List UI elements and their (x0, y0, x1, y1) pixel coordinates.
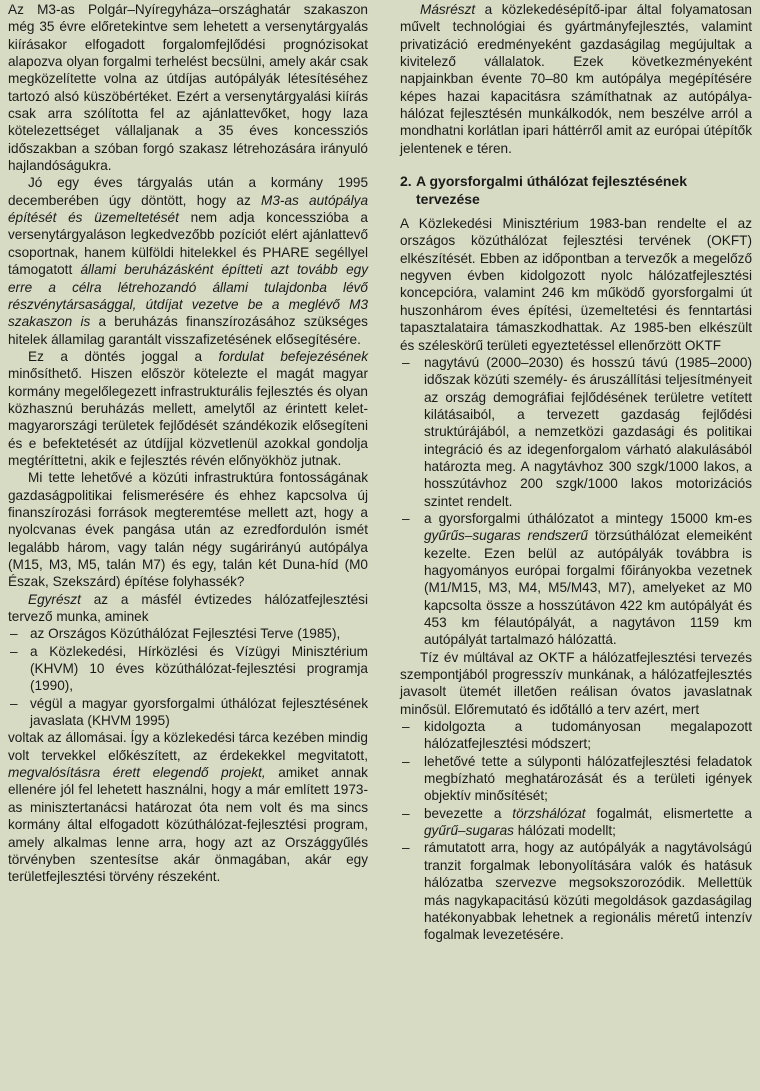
text-run: nem adja koncesszióba a versenytárgyaláson legkedvezőbb pozíciót elért ajánlattevő csoportnak, hanem külföldi hitelekkel és PHARE segéllyel támogatott (8, 210, 368, 278)
text-run: törzsúthálózat elemeiként kezelte. Ezen belül az autópályák továbbra is hagyományos európai forgalmi főirányokba vezetnek (M1/M15, M3, M4, M5/M43, M7), amelyeket az M0 kapcsolta össze a hosszútávon 422 km autópályát és 453 km félautópályát, a nagytávon 1159 km autópályát tartalmazó hálózattá. (424, 528, 753, 648)
text-run: a gyorsforgalmi úthálózatot a mintegy 15000 km-es (424, 510, 752, 526)
list-item: – nagytávú (2000–2030) és hosszú távú (1985–2000) időszak közúti személy- és áruszállítási teljesítményeit az ország demográfiai fejlődésének területre vetített kilátásaiból, a tervezett gazdaság fejlődési struktúrájából, a nemzetközi gazdasági és politikai integráció és az idegenforgalom várható alakulásából határozta meg. A nagytávhoz 300 szgk/1000 lakos, a hosszútávhoz 200 szgk/1000 lakos motorizációs szintet rendelt. (400, 354, 752, 510)
section-title: A gyorsforgalmi úthálózat fejlesztésének tervezése (416, 173, 687, 208)
list-item: – lehetővé tette a súlyponti hálózatfejlesztési feladatok megbízható meghatározását és a területi igények objektív minősítését; (400, 753, 752, 805)
text-run: hálózati modellt; (513, 823, 616, 839)
list-item (400, 510, 752, 649)
emphasis: Egyrészt (28, 591, 81, 607)
emphasis: fordulat befejezésének (218, 348, 368, 364)
paragraph: A Közlekedési Minisztérium 1983-ban rendelte el az országos közúthálózat fejlesztési tervének (OKFT) elkészítését. Ebben az időpontban a tervezők a megelőző negyven évben kidolgozott nyolc hálózatfejlesztési koncepcióra, valamint 246 km működő gyorsforgalmi út huszonhárom éves építési, üzemeltetési és fenntartási tapasztalataira támaszkodhattak. Az 1985-ben elkészült és széleskörű területi egyeztetéssel ellenőrzött OKTF (400, 216, 752, 353)
list-item: – végül a magyar gyorsforgalmi úthálózat fejlesztésének javaslata (KHVM 1995) (8, 695, 368, 730)
paragraph: Tíz év múltával az OKTF a hálózatfejlesztési tervezés szempontjából progresszív munkának, a hálózatfejlesztés javasolt ütemét illetően reálisan óvatos javaslatnak minősül. Előremutató és időtálló a terv azért, mert (400, 649, 752, 717)
section-number: 2. (400, 173, 412, 190)
text-run: Ez a döntés joggal a (28, 348, 219, 364)
emphasis: Másrészt (420, 2, 476, 17)
text-run: fogalmát, elismertette a (585, 805, 752, 821)
text-run: bevezette a (424, 805, 513, 821)
emphasis: törzshálózat (512, 805, 586, 821)
emphasis: gyűrű–sugaras (424, 823, 514, 839)
emphasis: állami beruházásként építteti azt tovább egy erre a célra létrehozandó állami tulajdonba lévő részvénytársasággal, útdíjat vezetve be a meglévő M3 szakaszon is (8, 262, 368, 330)
text-run: Jó egy éves tárgyalás után a kormány 1995 decemberében úgy döntött, hogy az (8, 175, 368, 208)
paragraph (400, 1, 752, 157)
left-column (8, 0, 368, 886)
list-item: – az Országos Közúthálózat Fejlesztési Terve (1985), (8, 625, 368, 642)
paragraph (8, 729, 368, 885)
list-item: – rámutatott arra, hogy az autópályák a nagytávolságú tranzit forgalmak lebonyolítására valók és hatásuk hálózatba szervezve megsokszorozódik. Mellettük más nagykapacitású közúti megoldások gazdaságilag hatékonyabbak lehetnek a regionális méretű intenzív fogalmak levezetésére. (400, 839, 752, 943)
dash-list (400, 354, 752, 649)
text-run: voltak az állomásai. Így a közlekedési tárca kezében mindig volt tervekkel előkészített, az érdekekkel megvitatott, (8, 730, 368, 763)
paragraph (8, 174, 368, 347)
list-item: – a Közlekedési, Hírközlési és Vízügyi Minisztérium (KHVM) 10 éves közúthálózat-fejlesztési programja (1990), (8, 643, 368, 695)
right-column (400, 0, 752, 944)
emphasis: megvalósításra érett elegendő projekt, (8, 765, 266, 781)
list-item: – kidolgozta a tudományosan megalapozott hálózatfejlesztési módszert; (400, 718, 752, 753)
dash-list (8, 625, 368, 729)
text-run: az a másfél évtizedes hálózatfejlesztési tervező munka, aminek (8, 591, 368, 625)
list-item (400, 805, 752, 840)
text-run: minősíthető. Hiszen először kötelezte el magát magyar kormány megelőlegezett infrastrukturális fejlesztés és olyan közhasznú beruházás mellett, amelytől az érintett kelet-magyarországi területek fejlődését szándékozik elősegíteni és e befektetését az útdíjjal közvetlenül azokkal gondolja megtéríttetni, akik e fejlesztés révén előnyökhöz jutnak. (8, 366, 368, 468)
text-run: a közlekedésépítő-ipar által folyamatosan művelt technológiai és gyártmányfejlesztés, valamint privatizáció eredményeként gazdaságilag megújultak a kivitelező vállalatok. Ezek következményeként napjainkban évente 70–80 km autópálya megépítésére képes hazai kapacitásra számíthatnak az autópálya-hálózat fejlesztésén munkálkodók, nem beszélve arról a mondhatni korlátlan ipari háttérről amit az európai útépítők jelentenek e téren. (400, 2, 752, 156)
emphasis: gyűrűs–sugaras rendszerű (424, 528, 588, 544)
text-run: a beruházás finanszírozásához szükséges hitelek államilag garantált visszafizetésének elősegítésére. (8, 314, 368, 347)
paragraph (8, 348, 368, 469)
dash-list (400, 718, 752, 943)
paragraph: Mi tette lehetővé a közúti infrastruktúra fontosságának gazdaságpolitikai felismerésére és ehhez kapcsolva új finanszírozási források megteremtése mellett azt, hogy a nyolcvanas évek pangása után az ezredfordulón ismét legalább három, vagy talán négy sugárirányú autópálya (M15, M3, M5, talán M7) és egy, talán két Duna-híd (M0 Észak, Szekszárd) építése folyhassék? (8, 470, 368, 590)
paragraph: Az M3-as Polgár–Nyíregyháza–országhatár szakaszon még 35 évre előretekintve sem lehetett a versenytárgyalás kiírásakor elfogadott forgalomfejlődési prognózisokat alapozva olyan forgalmi terhelést becsülni, amely akár csak megközelítette volna az útdíjas autópályák létesítéséhez tartozó alsó küszöbértéket. Ezért a versenytárgyalási kiírás csak arra szólította fel az ajánlattevőket, hogy laza kötelezettséget vállaljanak a 35 éves koncessziós időszakban a szóban forgó szakasz létrehozására irányuló hajlandóságukra. (8, 2, 368, 174)
emphasis: M3-as autópálya építését és üzemeltetését (8, 192, 368, 226)
paragraph (8, 591, 368, 626)
section-heading (400, 172, 752, 208)
text-run: amiket annak ellenére jól fel lehetett használni, hogy a már említett 1973-as minisztertanácsi határozat óta nem volt és ma sincs kormány által elfogadott közúthálózat-fejlesztési program, amely alkalmas lenne arra, hogy azt az Országgyűlés törvényben szentesítse akár önmagában, akár egy területfejlesztési törvény részeként. (8, 765, 368, 885)
